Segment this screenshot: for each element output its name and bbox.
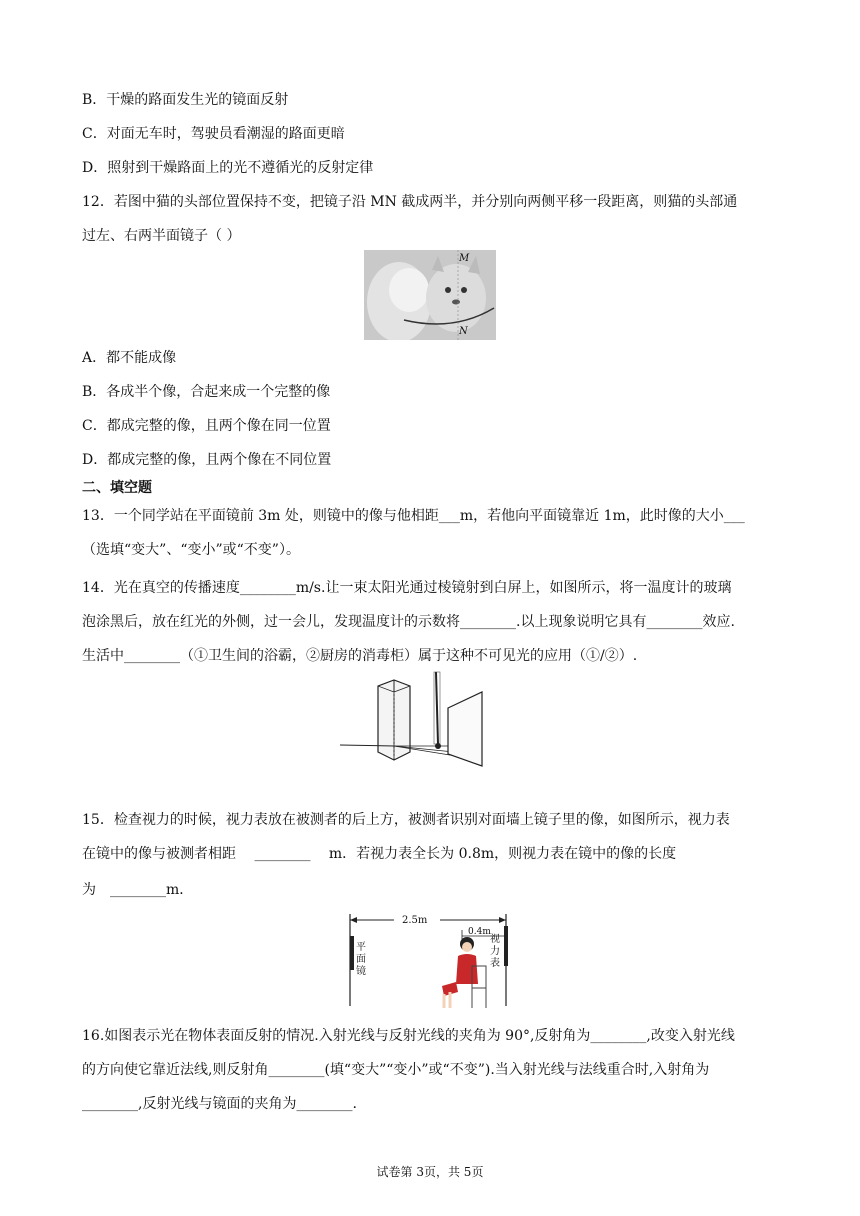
question-15-line2: 在镜中的像与被测者相距 ________ m．若视力表全长为 0.8m，则视力表在镜中的像的长度	[82, 846, 677, 862]
chart-label-1: 视	[490, 934, 500, 945]
option-b-q12: B．各成半个像，合起来成一个完整的像	[82, 384, 331, 400]
question-12-line1: 12．若图中猫的头部位置保持不变，把镜子沿 MN 截成两半，并分别向两侧平移一段距离，则猫的头部通	[82, 194, 738, 210]
question-14-line3: 生活中________（①卫生间的浴霸，②厨房的消毒柜）属于这种不可见光的应用（①/②）.	[82, 648, 638, 664]
question-15-line1: 15．检查视力的时候，视力表放在被测者的后上方，被测者识别对面墙上镜子里的像，如图所示，视力表	[82, 812, 730, 828]
question-16-line2: 的方向使它靠近法线,则反射角________(填“变大”“变小”或“不变”).当入射光线与法线重合时,入射角为	[82, 1062, 710, 1078]
question-13-line2: （选填“变大”、“变小”或“不变”）。	[82, 542, 300, 558]
question-16-line1: 16.如图表示光在物体表面反射的情况.入射光线与反射光线的夹角为 90°,反射角为________,改变入射光线	[82, 1028, 735, 1044]
distance-label-0-4m: 0.4m	[468, 927, 491, 937]
mirror-label-n: N	[459, 326, 468, 337]
option-d-q11: D．照射到干燥路面上的光不遵循光的反射定律	[82, 160, 374, 176]
chart-label-3: 表	[490, 958, 500, 969]
chart-label-2: 力	[490, 946, 500, 957]
mirror-label-m: M	[459, 253, 470, 264]
mirror-label-1: 平	[356, 942, 366, 953]
question-15-line3: 为 ________m．	[82, 882, 194, 898]
option-a-q12: A．都不能成像	[82, 350, 177, 366]
eye-test-figure	[340, 906, 520, 1016]
question-12-line2: 过左、右两半面镜子（ ）	[82, 228, 241, 244]
option-b-q11: B．干燥的路面发生光的镜面反射	[82, 92, 289, 108]
distance-label-2-5m: 2.5m	[402, 915, 428, 926]
option-c-q11: C．对面无车时，驾驶员看潮湿的路面更暗	[82, 126, 345, 142]
cat-mirror-figure	[364, 250, 496, 340]
question-14-line1: 14．光在真空的传播速度________m/s.让一束太阳光通过棱镜射到白屏上，如图所示，将一温度计的玻璃	[82, 580, 732, 596]
section-heading-fill-in: 二、填空题	[82, 480, 152, 496]
option-d-q12: D．都成完整的像，且两个像在不同位置	[82, 452, 332, 468]
option-c-q12: C．都成完整的像，且两个像在同一位置	[82, 418, 331, 434]
prism-thermometer-figure	[340, 670, 500, 770]
question-13-line1: 13．一个同学站在平面镜前 3m 处，则镜中的像与他相距___m，若他向平面镜靠近 1m，此时像的大小___	[82, 508, 745, 524]
mirror-label-2: 面	[356, 954, 366, 965]
question-16-line3: ________,反射光线与镜面的夹角为________.	[82, 1096, 357, 1112]
mirror-label-3: 镜	[356, 966, 366, 977]
page-footer: 试卷第 3页，共 5页	[376, 1165, 484, 1179]
question-14-line2: 泡涂黑后，放在红光的外侧，过一会儿，发现温度计的示数将________.以上现象说明它具有________效应.	[82, 614, 735, 630]
